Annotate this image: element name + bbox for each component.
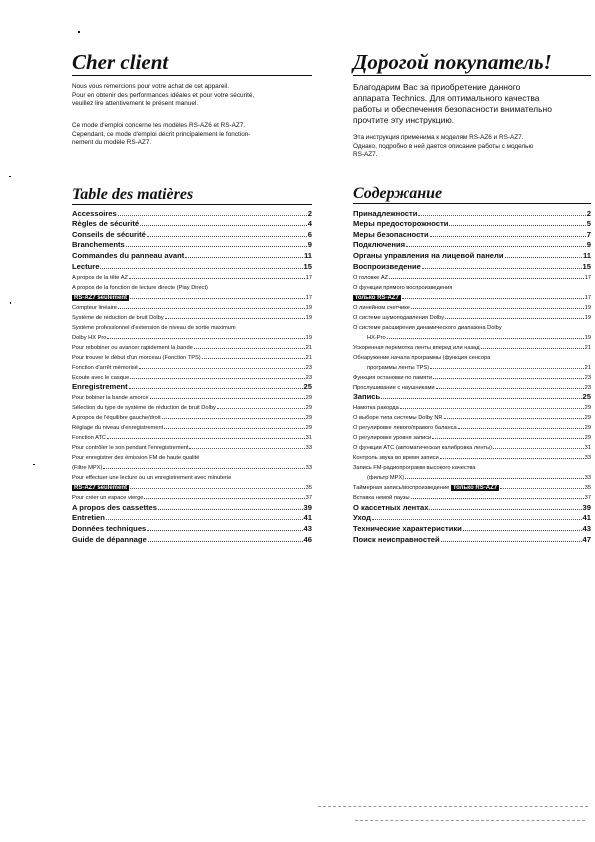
toc-entry-page: 29 bbox=[305, 425, 312, 432]
toc-entry-page: 33 bbox=[584, 475, 591, 482]
toc-entry bbox=[353, 411, 591, 421]
toc-entry-page: 19 bbox=[584, 314, 591, 321]
toc-entry-page: 19 bbox=[584, 304, 591, 311]
leader-dots bbox=[118, 215, 307, 216]
leader-dots bbox=[106, 519, 303, 520]
toc-entry-label: Воспроизведение bbox=[353, 261, 421, 271]
toc-entry bbox=[353, 381, 591, 391]
fr-intro bbox=[72, 83, 317, 109]
toc-entry bbox=[353, 361, 591, 371]
toc-entry-label: О регулировке уровня записи bbox=[353, 435, 432, 442]
toc-entry bbox=[353, 228, 591, 239]
fr-toc-rule bbox=[72, 204, 312, 205]
toc-entry bbox=[353, 341, 591, 351]
leader-dots bbox=[411, 308, 584, 309]
toc-entry-page: 33 bbox=[305, 445, 312, 452]
leader-dots bbox=[150, 398, 305, 399]
toc-entry bbox=[72, 281, 312, 291]
model-badge: RS-AZ7 seulement bbox=[74, 485, 128, 492]
toc-entry-label: Таймерная запись/воспроизведение bbox=[353, 485, 450, 492]
toc-entry bbox=[353, 321, 591, 331]
toc-entry-label: Compteur linéaire bbox=[72, 304, 117, 311]
toc-entry-label: Меры предосторожности bbox=[353, 219, 449, 229]
toc-entry-page: 19 bbox=[305, 314, 312, 321]
toc-entry-label: Меры безопасности bbox=[353, 229, 429, 239]
toc-entry-page: 29 bbox=[305, 395, 312, 402]
toc-entry-label: (фильтр MPX) bbox=[367, 475, 405, 482]
toc-entry-page: 29 bbox=[305, 415, 312, 422]
toc-entry-page: 17 bbox=[584, 294, 591, 301]
toc-entry-page: 43 bbox=[582, 523, 591, 533]
toc-entry-label: Pour effectuer une lecture ou un enregistrement avec minuterie bbox=[72, 475, 232, 482]
toc-entry-label: Accessoires bbox=[72, 208, 117, 218]
toc-entry-label: О кассетных лентах bbox=[353, 502, 429, 512]
toc-entry bbox=[353, 471, 591, 481]
toc-entry-label: A propos des cassettes bbox=[72, 502, 157, 512]
leader-dots bbox=[217, 408, 305, 409]
toc-entry bbox=[353, 331, 591, 341]
fr-heading: Cher client bbox=[72, 50, 169, 74]
toc-entry-label: A propos de la tête AZ bbox=[72, 274, 128, 281]
toc-entry bbox=[72, 401, 312, 411]
toc-entry bbox=[353, 311, 591, 321]
leader-dots bbox=[430, 368, 584, 369]
toc-entry bbox=[72, 341, 312, 351]
toc-entry-page: 33 bbox=[584, 455, 591, 462]
toc-entry bbox=[72, 451, 312, 461]
toc-entry-page: 17 bbox=[584, 274, 591, 281]
toc-entry bbox=[72, 361, 312, 371]
scan-line bbox=[355, 820, 585, 821]
leader-dots bbox=[436, 388, 584, 389]
ru-models-line: Однако, подробно в ней дается описание работы с моделью bbox=[353, 142, 534, 150]
toc-entry bbox=[353, 421, 591, 431]
leader-dots bbox=[387, 338, 584, 339]
ru-toc bbox=[353, 207, 591, 552]
toc-entry-label: О системе расширения динамического диапазона Dolby bbox=[353, 324, 502, 331]
scan-mark bbox=[9, 176, 11, 177]
leader-dots bbox=[107, 438, 305, 439]
leader-dots bbox=[164, 428, 304, 429]
toc-entry-page: 9 bbox=[307, 240, 312, 250]
leader-dots bbox=[158, 509, 303, 510]
leader-dots bbox=[185, 257, 303, 258]
toc-entry-label: Guide de dépannage bbox=[72, 534, 147, 544]
toc-entry-label: О линейном счетчике bbox=[353, 304, 410, 311]
leader-dots bbox=[129, 388, 303, 389]
toc-entry-label: Уход bbox=[353, 513, 371, 523]
toc-entry-label: Sélection du type de système de réduction de bruit Dolby bbox=[72, 405, 216, 412]
toc-entry bbox=[72, 351, 312, 361]
toc-entry-label: Règles de sécurité bbox=[72, 219, 140, 229]
toc-entry bbox=[72, 391, 312, 401]
toc-entry-page: 35 bbox=[584, 485, 591, 492]
leader-dots bbox=[444, 418, 584, 419]
scan-mark bbox=[78, 31, 80, 33]
ru-intro bbox=[353, 82, 593, 126]
leader-dots bbox=[406, 246, 586, 247]
model-badge: RS-AZ7 seulement bbox=[74, 294, 128, 301]
toc-entry-page: 23 bbox=[584, 374, 591, 381]
toc-entry bbox=[72, 271, 312, 281]
toc-entry bbox=[72, 481, 312, 491]
toc-entry bbox=[72, 260, 312, 271]
toc-entry-page: 21 bbox=[305, 344, 312, 351]
toc-entry-label: A propos de l'équilibre gauche/droit bbox=[72, 415, 161, 422]
toc-entry bbox=[72, 421, 312, 431]
toc-entry bbox=[353, 281, 591, 291]
leader-dots bbox=[405, 478, 584, 479]
toc-entry-label: Технические характеристики bbox=[353, 523, 462, 533]
leader-dots bbox=[432, 438, 583, 439]
toc-entry-label: Намотка ракорда bbox=[353, 405, 399, 412]
toc-entry bbox=[353, 501, 591, 512]
toc-entry-label: Commandes du panneau avant bbox=[72, 250, 185, 260]
toc-entry bbox=[72, 311, 312, 321]
leader-dots bbox=[202, 358, 305, 359]
toc-entry bbox=[72, 471, 312, 481]
toc-entry bbox=[353, 533, 591, 544]
leader-dots bbox=[129, 278, 305, 279]
toc-entry bbox=[353, 431, 591, 441]
leader-dots bbox=[165, 318, 305, 319]
toc-entry-page: 19 bbox=[305, 304, 312, 311]
leader-dots bbox=[402, 298, 584, 299]
leader-dots bbox=[400, 408, 584, 409]
toc-entry bbox=[353, 351, 591, 361]
toc-entry-page: 31 bbox=[584, 445, 591, 452]
toc-entry-page: 33 bbox=[305, 465, 312, 472]
toc-entry bbox=[353, 481, 591, 491]
toc-entry-page: 19 bbox=[584, 334, 591, 341]
toc-entry-page: 23 bbox=[584, 384, 591, 391]
toc-entry-label: Système professionnel d'extension de niveau de sortie maximum bbox=[72, 324, 236, 331]
toc-entry-label: Réglage du niveau d'enregistrement bbox=[72, 425, 164, 432]
leader-dots bbox=[139, 368, 305, 369]
toc-entry-label: Ускоренная перемотка ленты вперед или назад bbox=[353, 344, 480, 351]
ru-intro-line: прочтите эту инструкцию. bbox=[353, 115, 455, 125]
ru-models bbox=[353, 134, 593, 160]
toc-entry-page: 29 bbox=[584, 425, 591, 432]
leader-dots bbox=[130, 378, 304, 379]
model-badge: только RS-AZ7 bbox=[453, 485, 498, 492]
toc-entry-page: 41 bbox=[303, 513, 312, 523]
toc-entry-label: Pour créer un espace vierge bbox=[72, 495, 144, 502]
toc-entry-page: 5 bbox=[586, 219, 591, 229]
toc-entry-page: 9 bbox=[586, 240, 591, 250]
toc-entry bbox=[72, 431, 312, 441]
toc-entry bbox=[353, 371, 591, 381]
ru-heading-rule bbox=[353, 75, 591, 76]
toc-entry bbox=[353, 401, 591, 411]
toc-entry bbox=[72, 249, 312, 260]
leader-dots bbox=[130, 488, 305, 489]
toc-entry-label: Контроль звука во время записи bbox=[353, 455, 439, 462]
leader-dots bbox=[458, 428, 584, 429]
leader-dots bbox=[189, 448, 304, 449]
toc-entry-label: О выборе типа системы Dolby NR bbox=[353, 415, 443, 422]
toc-entry-label: программы ленты TPS) bbox=[367, 364, 430, 371]
toc-entry bbox=[353, 239, 591, 250]
toc-entry bbox=[353, 260, 591, 271]
fr-models-line: nement du modèle RS-AZ7. bbox=[72, 139, 152, 147]
toc-entry-label: О системе шумоподавления Dolby bbox=[353, 314, 445, 321]
toc-entry bbox=[353, 207, 591, 218]
toc-entry-page: 7 bbox=[586, 229, 591, 239]
toc-entry bbox=[353, 391, 591, 402]
toc-entry-page: 29 bbox=[584, 405, 591, 412]
toc-entry-page: 15 bbox=[582, 261, 591, 271]
toc-entry-page: 2 bbox=[586, 208, 591, 218]
toc-entry bbox=[72, 441, 312, 451]
toc-entry-page: 31 bbox=[305, 435, 312, 442]
leader-dots bbox=[389, 278, 584, 279]
leader-dots bbox=[481, 348, 584, 349]
toc-entry-page: 25 bbox=[303, 382, 312, 392]
toc-entry bbox=[72, 411, 312, 421]
toc-entry bbox=[72, 301, 312, 311]
toc-entry bbox=[72, 291, 312, 301]
toc-entry bbox=[353, 512, 591, 523]
toc-entry-label: (Filtre MPX) bbox=[72, 465, 103, 472]
toc-entry-page: 29 bbox=[584, 435, 591, 442]
toc-entry-page: 4 bbox=[307, 219, 312, 229]
toc-entry-label: Поиск неисправностей bbox=[353, 534, 440, 544]
fr-toc-heading: Table des matières bbox=[72, 186, 194, 203]
toc-entry-label: Pour trouver le début d'un morceau (Fonction TPS) bbox=[72, 354, 201, 361]
leader-dots bbox=[130, 298, 305, 299]
toc-entry-label: Pour bobiner la bande amorce bbox=[72, 395, 149, 402]
leader-dots bbox=[103, 468, 304, 469]
leader-dots bbox=[500, 488, 584, 489]
toc-entry-page: 46 bbox=[303, 534, 312, 544]
toc-entry bbox=[353, 522, 591, 533]
toc-entry-label: Conseils de sécurité bbox=[72, 229, 146, 239]
toc-entry bbox=[72, 461, 312, 471]
toc-entry-label: Органы управления на лицевой панели bbox=[353, 250, 504, 260]
ru-heading: Дорогой покупатель! bbox=[353, 50, 552, 74]
ru-intro-line: аппарата Technics. Для оптимального качества bbox=[353, 93, 540, 103]
toc-entry-label: Enregistrement bbox=[72, 382, 128, 392]
toc-entry bbox=[353, 271, 591, 281]
toc-entry-page: 41 bbox=[582, 513, 591, 523]
toc-entry-page: 6 bbox=[307, 229, 312, 239]
leader-dots bbox=[372, 519, 582, 520]
toc-entry-page: 11 bbox=[303, 250, 312, 260]
toc-entry-label: Функция остановки по памяти bbox=[353, 374, 433, 381]
leader-dots bbox=[445, 318, 584, 319]
toc-entry-label: Pour rebobiner ou avancer rapidement la bande bbox=[72, 344, 193, 351]
leader-dots bbox=[493, 448, 584, 449]
toc-entry bbox=[72, 239, 312, 250]
fr-models bbox=[72, 122, 317, 148]
toc-entry-label: A propos de la fonction de lecture directe (Play Direct) bbox=[72, 284, 208, 291]
leader-dots bbox=[441, 541, 582, 542]
model-badge: только RS-AZ7 bbox=[355, 294, 399, 301]
toc-entry-page: 23 bbox=[305, 364, 312, 371]
toc-entry bbox=[72, 501, 312, 512]
leader-dots bbox=[411, 498, 584, 499]
toc-entry bbox=[353, 301, 591, 311]
toc-entry bbox=[353, 451, 591, 461]
toc-entry-page: 17 bbox=[305, 274, 312, 281]
toc-entry bbox=[72, 331, 312, 341]
toc-entry-label: О функции прямого воспроизведения bbox=[353, 284, 453, 291]
toc-entry-page: 39 bbox=[303, 502, 312, 512]
toc-entry-page: 29 bbox=[305, 405, 312, 412]
toc-entry-page: 15 bbox=[303, 261, 312, 271]
ru-models-line: Эта инструкция применима к моделям RS-AZ6 и RS-AZ7. bbox=[353, 134, 524, 141]
toc-entry-page: 23 bbox=[305, 374, 312, 381]
toc-entry bbox=[353, 218, 591, 229]
toc-entry-label: Fonction d'arrêt mémorisé bbox=[72, 364, 138, 371]
toc-entry-page: 35 bbox=[305, 485, 312, 492]
toc-entry bbox=[72, 533, 312, 544]
leader-dots bbox=[430, 236, 586, 237]
toc-entry-label: Запись FM-радиопрограмм высокого качества bbox=[353, 465, 476, 472]
toc-entry-label: Système de réduction de bruit Dolby bbox=[72, 314, 164, 321]
toc-entry-label: О головке AZ bbox=[353, 274, 389, 281]
toc-entry-label: Обнаружение начала программы (функция сенсора bbox=[353, 354, 491, 361]
toc-entry-label: Вставка немой паузы bbox=[353, 495, 410, 502]
toc-entry-page: 43 bbox=[303, 523, 312, 533]
fr-toc bbox=[72, 207, 312, 552]
toc-entry-label: Ecoute avec le casque bbox=[72, 374, 130, 381]
toc-entry-page: 47 bbox=[582, 534, 591, 544]
toc-entry-label: Подключения bbox=[353, 240, 406, 250]
toc-entry-label: Entretien bbox=[72, 513, 105, 523]
toc-entry-label: HX-Pro bbox=[367, 334, 386, 341]
toc-entry-label: Прослушивание с наушниками bbox=[353, 384, 435, 391]
ru-toc-rule bbox=[353, 203, 591, 204]
toc-entry bbox=[353, 491, 591, 501]
scan-mark bbox=[33, 464, 35, 465]
toc-entry bbox=[353, 441, 591, 451]
leader-dots bbox=[126, 246, 307, 247]
toc-entry bbox=[72, 228, 312, 239]
leader-dots bbox=[100, 268, 302, 269]
leader-dots bbox=[440, 458, 584, 459]
leader-dots bbox=[422, 268, 582, 269]
toc-entry-page: 37 bbox=[305, 495, 312, 502]
leader-dots bbox=[194, 348, 305, 349]
leader-dots bbox=[147, 236, 307, 237]
fr-intro-line: Pour en obtenir des performances idéales et pour votre sécurité, bbox=[72, 91, 255, 99]
leader-dots bbox=[449, 225, 585, 226]
leader-dots bbox=[429, 509, 581, 510]
fr-intro-line: Nous vous remercions pour votre achat de cet appareil. bbox=[72, 83, 230, 90]
toc-entry-page: 37 bbox=[584, 495, 591, 502]
toc-entry-label: Branchements bbox=[72, 240, 125, 250]
toc-entry bbox=[72, 218, 312, 229]
leader-dots bbox=[463, 530, 582, 531]
toc-entry-label: Pour contrôler le son pendant l'enregistrement bbox=[72, 445, 189, 452]
toc-entry-label: Pour enregistrer des émission FM de haute qualité bbox=[72, 455, 200, 462]
fr-models-line: Ce mode d'emploi concerne les modèles RS-AZ6 et RS-AZ7. bbox=[72, 122, 246, 129]
ru-intro-line: работы и обеспечения безопасности внимательно bbox=[353, 104, 552, 114]
toc-entry-page: 11 bbox=[582, 250, 591, 260]
leader-dots bbox=[140, 225, 307, 226]
toc-entry-page: 21 bbox=[584, 364, 591, 371]
toc-entry bbox=[72, 321, 312, 331]
toc-entry-page: 21 bbox=[584, 344, 591, 351]
toc-entry-page: 17 bbox=[305, 294, 312, 301]
scan-mark bbox=[10, 302, 11, 304]
leader-dots bbox=[147, 530, 302, 531]
toc-entry bbox=[353, 249, 591, 260]
leader-dots bbox=[107, 338, 304, 339]
leader-dots bbox=[118, 308, 305, 309]
toc-entry bbox=[72, 381, 312, 392]
leader-dots bbox=[381, 398, 581, 399]
fr-heading-rule bbox=[72, 75, 312, 76]
leader-dots bbox=[418, 215, 585, 216]
toc-entry-page: 21 bbox=[305, 354, 312, 361]
fr-intro-line: veuillez lire attentivement le présent manuel. bbox=[72, 100, 199, 108]
toc-entry bbox=[72, 522, 312, 533]
leader-dots bbox=[148, 541, 303, 542]
toc-entry-label: Fonction ATC bbox=[72, 435, 107, 442]
toc-entry bbox=[72, 207, 312, 218]
toc-entry-label: О регулировке левого/правого баланса bbox=[353, 425, 457, 432]
leader-dots bbox=[162, 418, 305, 419]
toc-entry-label: Lecture bbox=[72, 261, 100, 271]
leader-dots bbox=[433, 378, 584, 379]
toc-entry-label: Запись bbox=[353, 392, 381, 402]
toc-entry-page: 19 bbox=[305, 334, 312, 341]
toc-entry-label: Принадлежности bbox=[353, 208, 418, 218]
toc-entry bbox=[353, 291, 591, 301]
scan-line bbox=[318, 806, 588, 807]
leader-dots bbox=[505, 257, 582, 258]
ru-toc-heading: Содержание bbox=[353, 185, 443, 202]
fr-models-line: Cependant, ce mode d'emploi décrit principalement le fonction- bbox=[72, 130, 251, 138]
toc-entry-page: 25 bbox=[582, 392, 591, 402]
ru-intro-line: Благодарим Вас за приобретение данного bbox=[353, 82, 521, 92]
leader-dots bbox=[144, 498, 304, 499]
toc-entry bbox=[72, 371, 312, 381]
toc-entry bbox=[353, 461, 591, 471]
toc-entry bbox=[72, 512, 312, 523]
toc-entry bbox=[72, 491, 312, 501]
toc-entry-page: 39 bbox=[582, 502, 591, 512]
toc-entry-label: О функции ATC (автоматическая калибровка ленты) bbox=[353, 445, 493, 452]
toc-entry-page: 2 bbox=[307, 208, 312, 218]
toc-entry-page: 29 bbox=[584, 415, 591, 422]
toc-entry-label: Données techniques bbox=[72, 523, 147, 533]
ru-models-line: RS-AZ7. bbox=[353, 151, 378, 159]
toc-entry-label: Dolby HX Pro bbox=[72, 334, 107, 341]
